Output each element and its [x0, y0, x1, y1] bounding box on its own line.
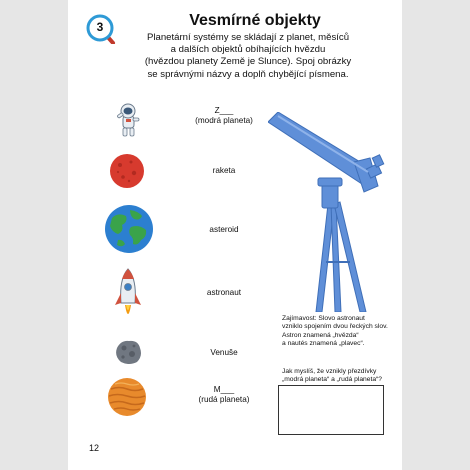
question-line: „modrá planeta“ a „rudá planeta“?	[282, 376, 382, 384]
fun-fact	[282, 315, 402, 349]
page-number: 12	[89, 443, 100, 453]
question-line: Jak myslíš, že vznikly přezdívky	[282, 368, 377, 375]
answer-box[interactable]	[278, 385, 384, 435]
word-red-planet-hint: (rudá planeta)	[198, 395, 250, 404]
intro-line: se správnými názvy a doplň chybějící písmena.	[147, 68, 349, 80]
word-blue-planet-blank: Z___	[214, 106, 234, 115]
fact-line: a nautés znamená „plavec“.	[282, 340, 365, 348]
telescope-icon	[268, 112, 393, 312]
earth-icon[interactable]	[104, 204, 154, 254]
intro-line: (hvězdou planety Země je Slunce). Spoj obrázky	[144, 56, 352, 68]
intro-text	[118, 32, 378, 81]
page-title: Vesmírné objekty	[189, 12, 321, 29]
word-astronaut[interactable]: astronaut	[206, 288, 242, 297]
word-red-planet[interactable]	[164, 385, 284, 405]
rocket-icon[interactable]	[113, 267, 143, 323]
word-blue-planet-hint: (modrá planeta)	[195, 116, 253, 125]
section-number: 3	[96, 20, 104, 34]
fact-line: Zajímavost: Slovo astronaut	[282, 315, 365, 322]
word-venus[interactable]: Venuše	[210, 348, 238, 357]
fact-line: Astron znamená „hvězda“	[282, 331, 359, 339]
asteroid-icon[interactable]	[113, 338, 143, 366]
word-red-planet-blank: M___	[213, 385, 235, 394]
fact-line: vzniklo spojením dvou řeckých slov.	[282, 323, 388, 331]
astronaut-icon[interactable]	[113, 101, 143, 139]
word-asteroid[interactable]: asteroid	[209, 225, 239, 234]
question	[282, 368, 402, 385]
intro-line: a dalších objektů obíhajících hvězdu	[170, 44, 326, 56]
red-planet-icon[interactable]	[109, 153, 145, 189]
word-blue-planet[interactable]	[164, 106, 284, 126]
intro-line: Planetární systémy se skládají z planet, měsíců	[146, 32, 350, 43]
venus-icon[interactable]	[107, 377, 147, 417]
worksheet-page	[68, 0, 402, 470]
word-rocket[interactable]: raketa	[212, 166, 236, 175]
